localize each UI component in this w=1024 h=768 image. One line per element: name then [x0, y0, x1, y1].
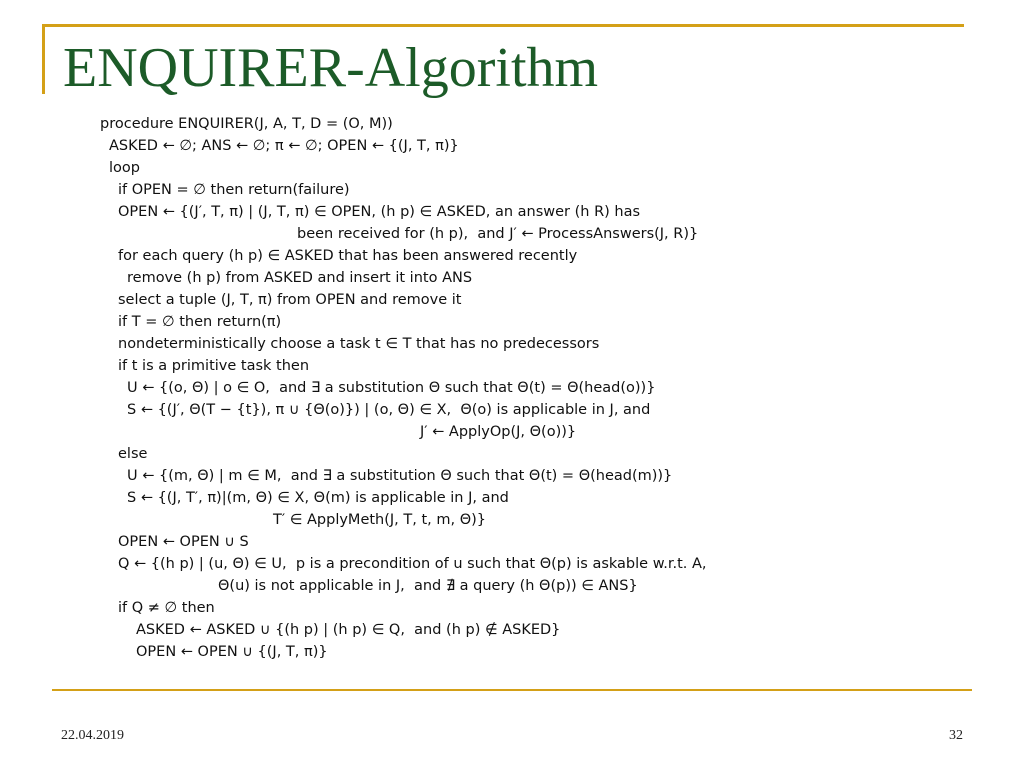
algo-line-remove-query: remove (h p) from ASKED and insert it into ANS	[127, 270, 473, 286]
algo-line-open-update-cont: been received for (h p), and J′ ← ProcessAnswers(J, R)}	[297, 226, 699, 242]
algo-line-else: else	[118, 446, 148, 462]
page-number: 32	[949, 728, 963, 743]
algo-line-s-method-cont: T′ ∈ ApplyMeth(J, T, t, m, Θ)}	[273, 512, 487, 528]
title-frame-left-rule	[42, 24, 45, 94]
algo-line-s-primitive-cont: J′ ← ApplyOp(J, Θ(o))}	[420, 424, 577, 440]
algo-line-s-primitive: S ← {(J′, Θ(T − {t}), π ∪ {Θ(o)}) | (o, Θ) ∈ X, Θ(o) is applicable in J, and	[127, 402, 651, 418]
algo-line-select-tuple: select a tuple (J, T, π) from OPEN and remove it	[118, 292, 462, 308]
algo-line-procedure: procedure ENQUIRER(J, A, T, D = (O, M))	[100, 116, 393, 132]
algo-line-asked-update: ASKED ← ASKED ∪ {(h p) | (h p) ∈ Q, and (h p) ∉ ASKED}	[136, 622, 561, 638]
algo-line-u-primitive: U ← {(o, Θ) | o ∈ O, and ∃ a substitution Θ such that Θ(t) = Θ(head(o))}	[127, 380, 656, 396]
footer-date: 22.04.2019	[61, 728, 124, 743]
algo-line-choose-task: nondeterministically choose a task t ∈ T that has no predecessors	[118, 336, 600, 352]
algo-line-q-def-cont: Θ(u) is not applicable in J, and ∄ a query (h Θ(p)) ∈ ANS}	[218, 578, 638, 594]
title-frame-top-rule	[42, 24, 964, 27]
algo-line-if-q-nonempty: if Q ≠ ∅ then	[118, 600, 215, 616]
algo-line-for-each-query: for each query (h p) ∈ ASKED that has been answered recently	[118, 248, 578, 264]
algo-line-q-def: Q ← {(h p) | (u, Θ) ∈ U, p is a precondition of u such that Θ(p) is askable w.r.t. A,	[118, 556, 707, 572]
algo-line-if-primitive: if t is a primitive task then	[118, 358, 310, 374]
algorithm-pseudocode	[100, 113, 800, 663]
algo-line-s-method: S ← {(J, T′, π)|(m, Θ) ∈ X, Θ(m) is applicable in J, and	[127, 490, 509, 506]
slide-title: ENQUIRER-Algorithm	[63, 37, 599, 99]
algo-line-open-readd: OPEN ← OPEN ∪ {(J, T, π)}	[136, 644, 328, 660]
algo-line-open-update: OPEN ← {(J′, T, π) | (J, T, π) ∈ OPEN, (h p) ∈ ASKED, an answer (h R) has	[118, 204, 641, 220]
algo-line-if-t-empty: if T = ∅ then return(π)	[118, 314, 282, 330]
footer-divider	[52, 689, 972, 691]
algo-line-loop: loop	[109, 160, 140, 176]
algo-line-u-method: U ← {(m, Θ) | m ∈ M, and ∃ a substitution Θ such that Θ(t) = Θ(head(m))}	[127, 468, 673, 484]
algo-line-if-open-empty: if OPEN = ∅ then return(failure)	[118, 182, 350, 198]
algo-line-open-union: OPEN ← OPEN ∪ S	[118, 534, 249, 550]
algo-line-init: ASKED ← ∅; ANS ← ∅; π ← ∅; OPEN ← {(J, T, π)}	[109, 138, 459, 154]
